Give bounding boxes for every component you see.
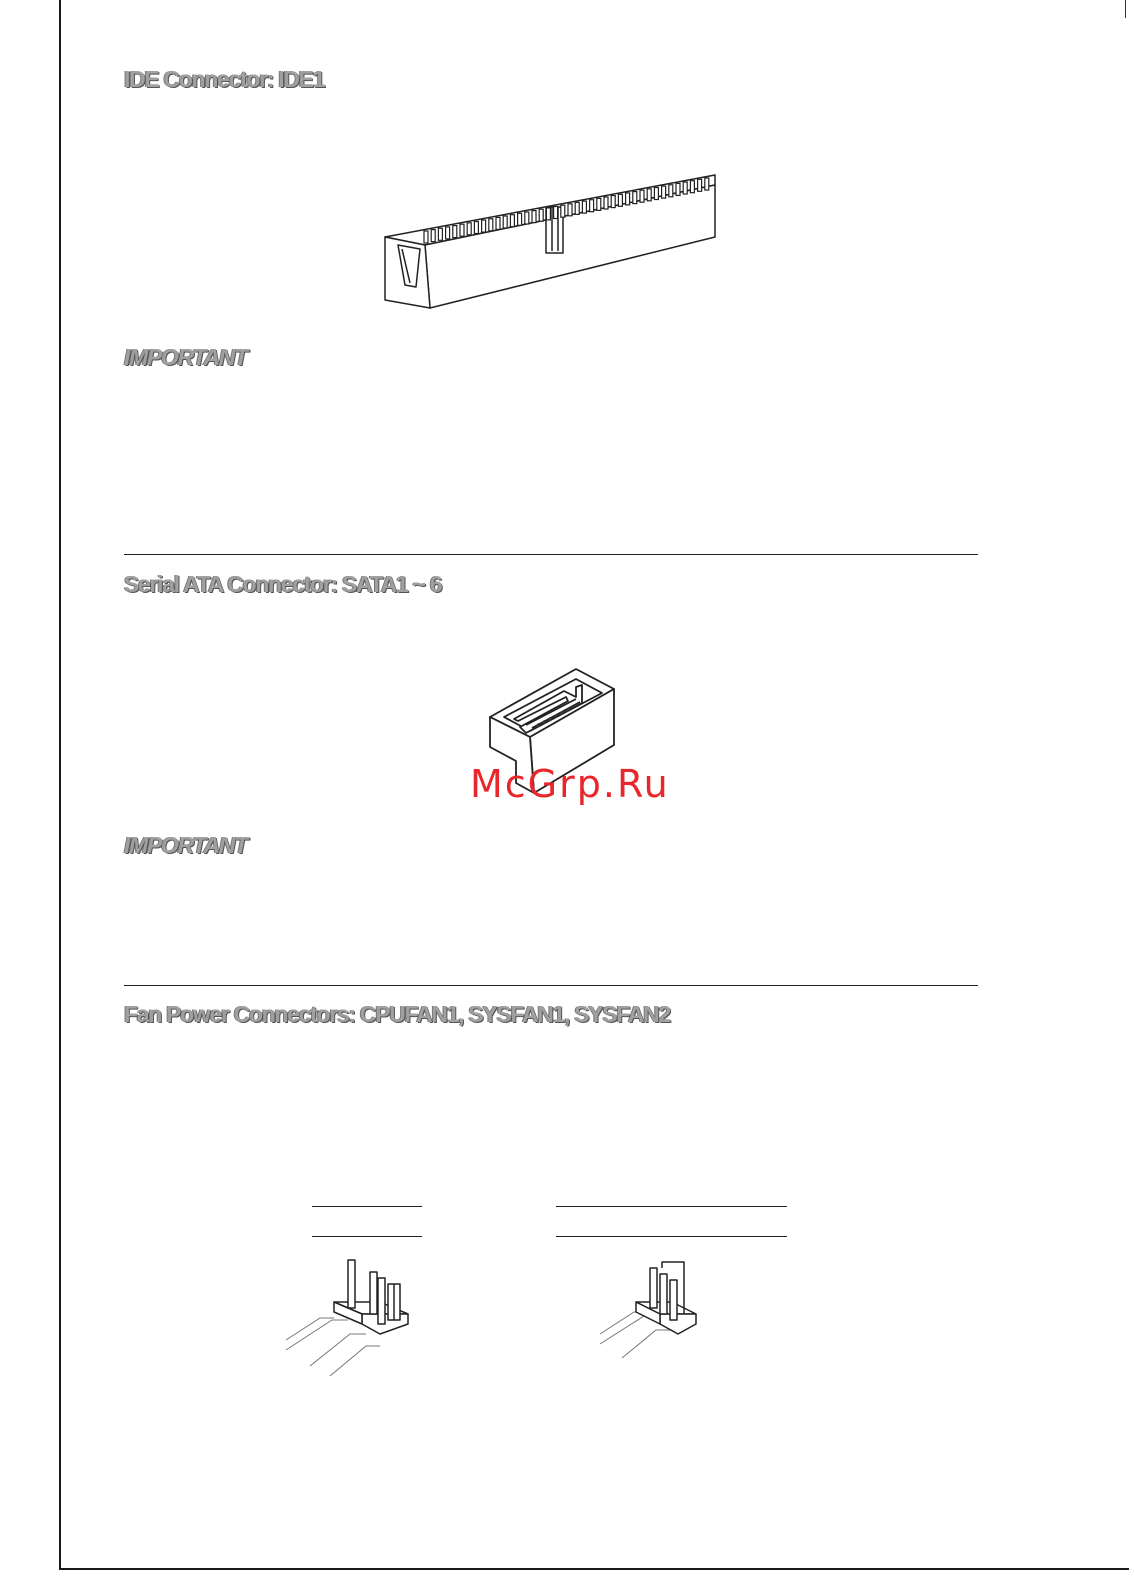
ide-pin — [438, 228, 442, 240]
ide-pin — [539, 209, 543, 221]
ide-pin — [431, 230, 435, 242]
sysfan-label-line — [556, 1206, 787, 1207]
ide-pin — [561, 205, 565, 217]
ide-pin — [640, 190, 644, 202]
ide-pin — [532, 211, 536, 223]
ide-pin — [590, 200, 594, 212]
ide-pin — [474, 222, 478, 234]
ide-pin — [554, 207, 558, 219]
ide-pin — [662, 186, 666, 198]
ide-pin — [482, 220, 486, 232]
ide-pin — [424, 231, 428, 243]
ide-pin — [503, 216, 507, 228]
ide-pin — [575, 202, 579, 214]
ide-pin — [496, 217, 500, 229]
ide-pin — [582, 201, 586, 213]
ide-pin — [568, 204, 572, 216]
section-divider — [124, 985, 978, 986]
sata-important-label: IMPORTANT — [124, 832, 247, 858]
corner-tick — [1125, 0, 1126, 18]
cpufan-label-line — [312, 1236, 422, 1237]
ide-pin — [654, 188, 658, 200]
ide-pin — [446, 227, 450, 239]
ide-pin — [510, 215, 514, 227]
fan-section-title: Fan Power Connectors: CPUFAN1, SYSFAN1, SYSFAN2 — [124, 1001, 670, 1027]
sata-section-title: Serial ATA Connector: SATA1 ~ 6 — [124, 571, 442, 597]
ide-pin — [705, 178, 709, 190]
ide-connector-illustration — [380, 165, 725, 315]
ide-pin — [626, 193, 630, 205]
sysfan-label-line — [556, 1236, 787, 1237]
ide-pin — [525, 212, 529, 224]
ide-pin — [690, 181, 694, 193]
ide-pin — [546, 208, 550, 220]
cpufan-header-illustration — [280, 1258, 415, 1383]
ide-pin — [518, 213, 522, 225]
ide-pin — [669, 185, 673, 197]
section-divider — [124, 554, 978, 555]
ide-pin — [467, 223, 471, 235]
ide-section-title: IDE Connector: IDE1 — [124, 66, 325, 92]
ide-pin — [647, 189, 651, 201]
ide-pin — [676, 183, 680, 195]
ide-pin — [698, 179, 702, 191]
ide-pin — [604, 197, 608, 209]
sysfan-header-illustration — [596, 1258, 706, 1368]
ide-pin — [633, 192, 637, 204]
cpufan-label-line — [312, 1206, 422, 1207]
ide-pin — [489, 219, 493, 231]
ide-pin — [611, 196, 615, 208]
ide-important-label: IMPORTANT — [124, 344, 247, 370]
ide-pin — [597, 198, 601, 210]
ide-pin — [453, 226, 457, 238]
ide-pin — [460, 224, 464, 236]
watermark-text: McGrp.Ru — [470, 762, 670, 806]
ide-pin — [683, 182, 687, 194]
ide-pin — [618, 194, 622, 206]
